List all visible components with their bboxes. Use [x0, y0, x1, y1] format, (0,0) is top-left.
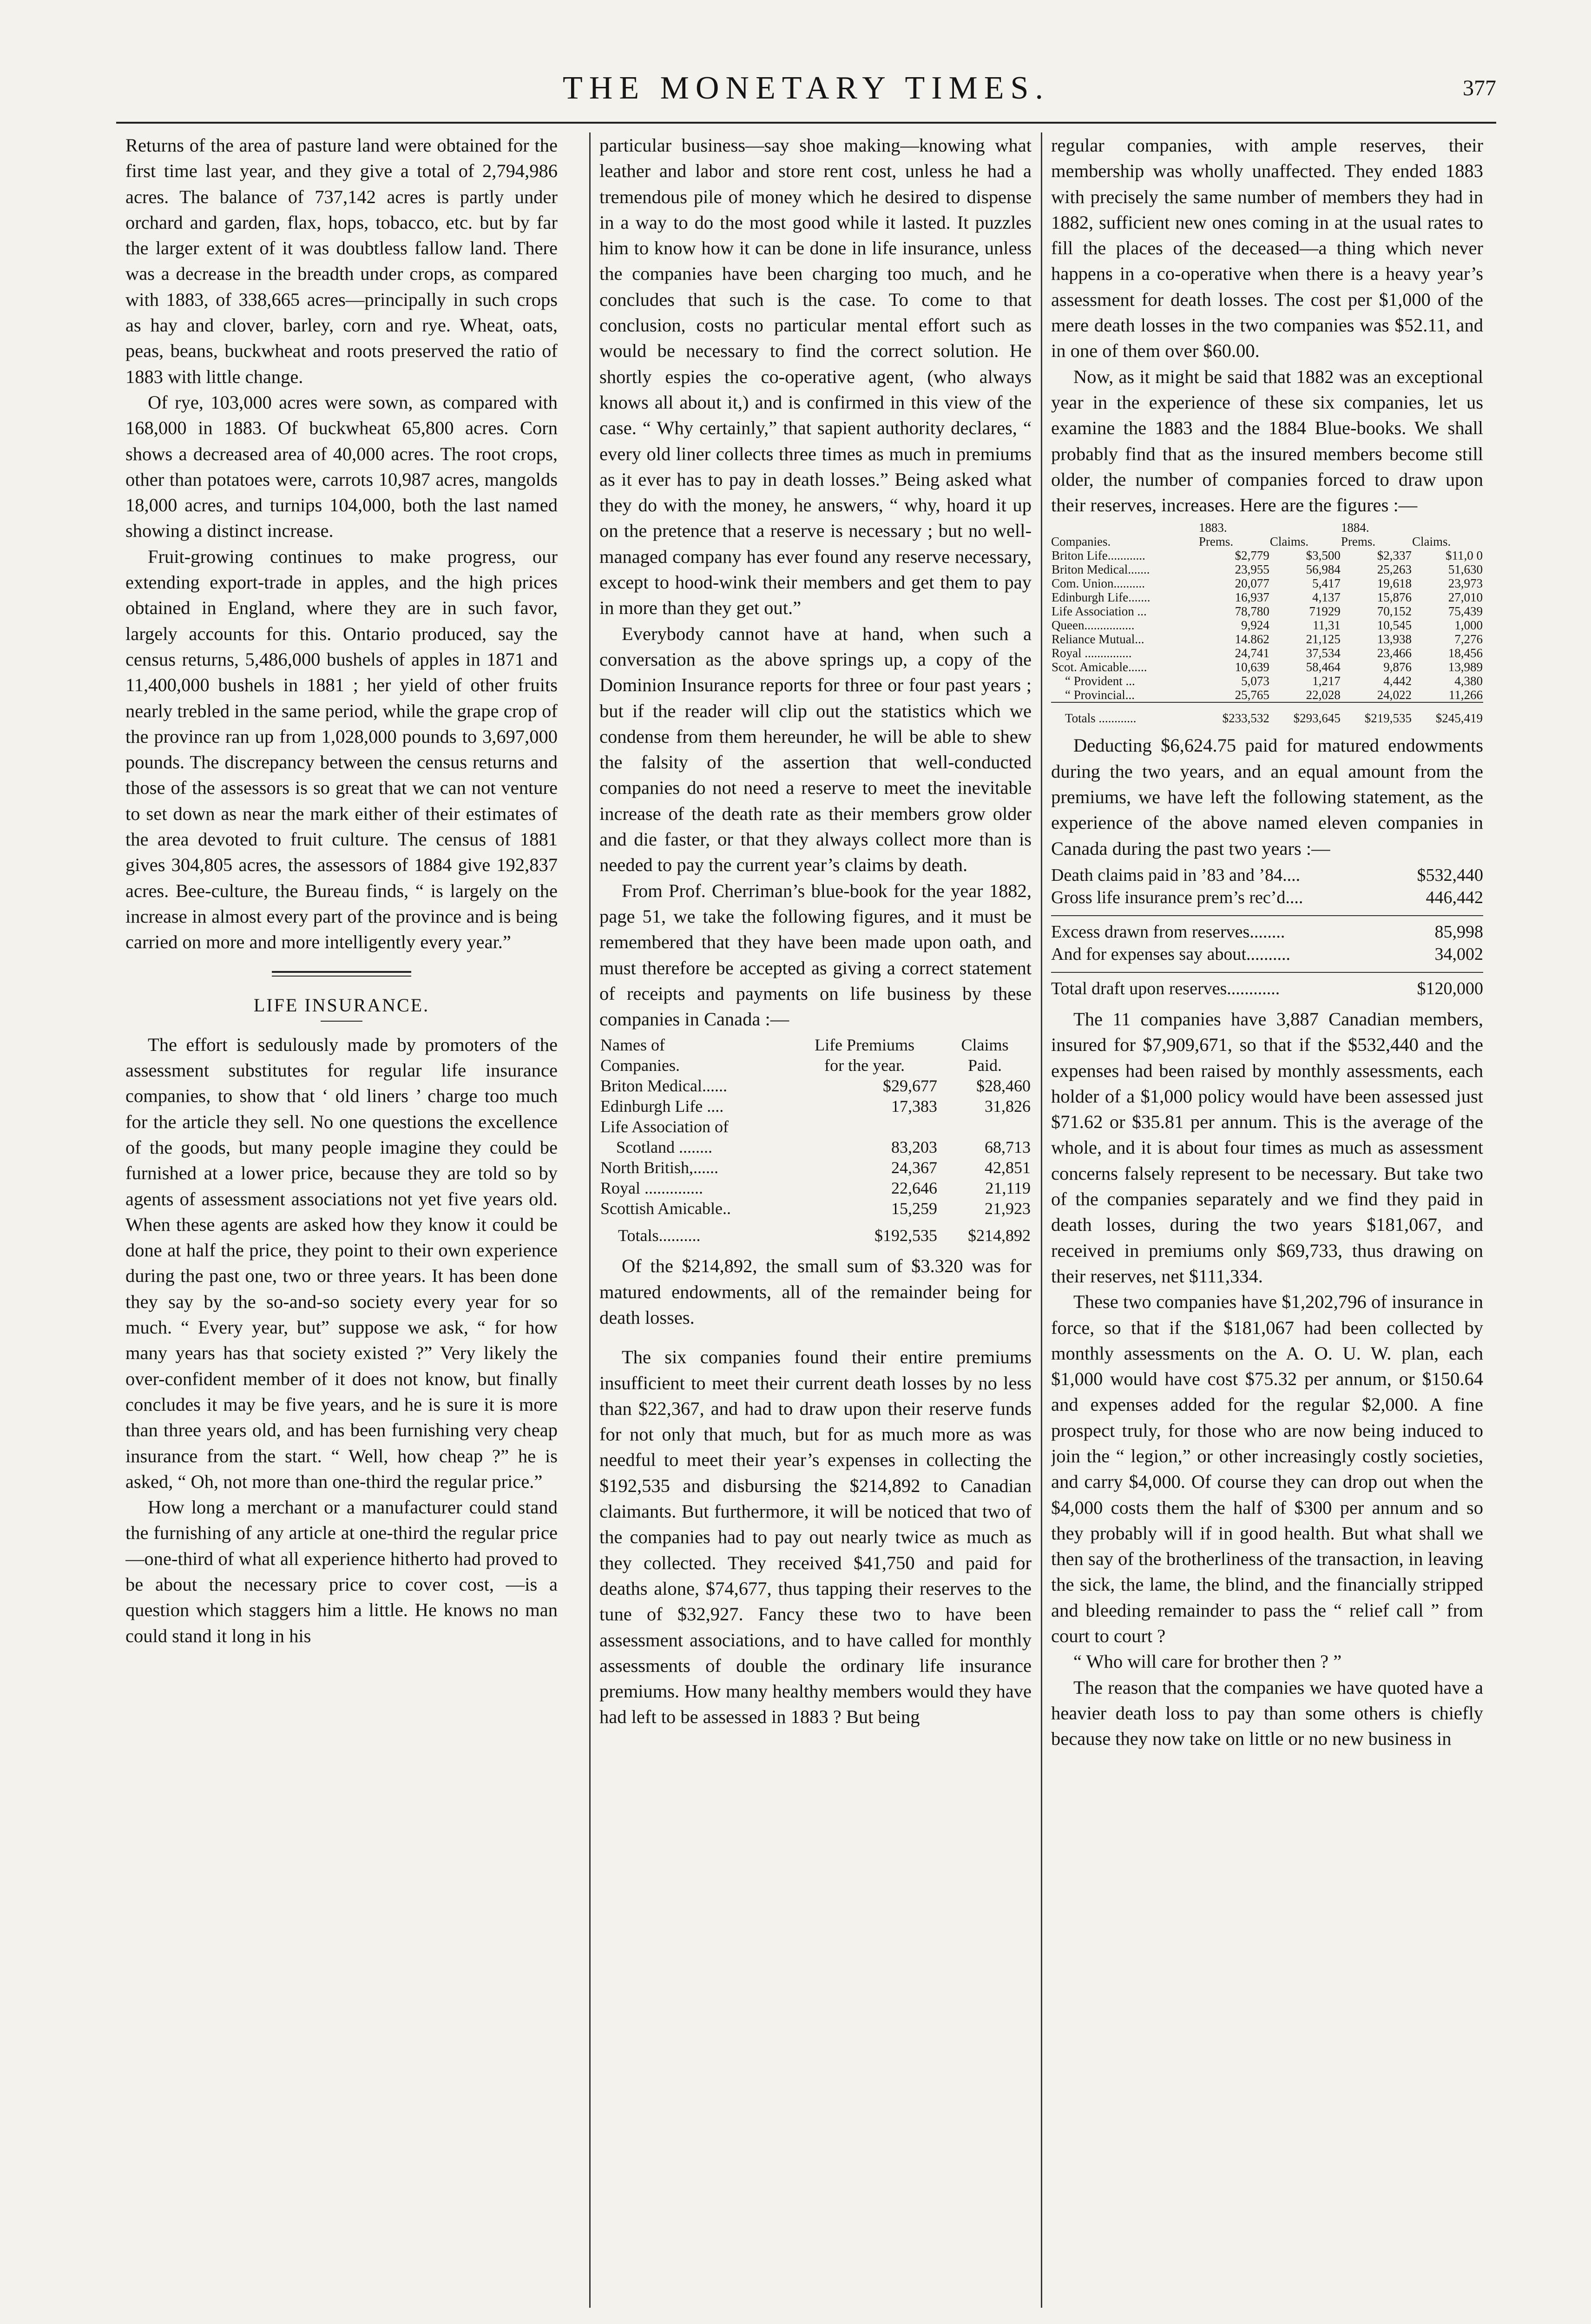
- table-row: [599, 1178, 1032, 1198]
- paragraph: Returns of the area of pasture land were obtained for the first time last year, and they give a total of 2,794,986 acres. The balance of 737,142 acres is partly under orchard and garden, flax, hops, tobacco, etc. but by far the larger extent of it was doubtless fallow land. There was a decrease in the breadth under crops, as compared with 1883, of 338,665 acres—principally in such crops as hay and clover, barley, corn and rye. Wheat, oats, peas, beans, buckwheat and roots preserved the ratio of 1883 with little change.: [125, 135, 558, 387]
- column-divider: [1041, 132, 1042, 2308]
- table-row: [599, 1076, 1032, 1096]
- table-header: for the year.: [824, 1056, 905, 1075]
- table-cell: $3,500: [1306, 548, 1341, 563]
- statement-label: Gross life insurance prem’s rec’d....: [1051, 887, 1303, 907]
- table-cell: 51,630: [1448, 562, 1483, 577]
- table-cell: 75,439: [1448, 604, 1483, 619]
- table-cell: Life Association of: [600, 1117, 729, 1136]
- table-cell: 4,137: [1312, 590, 1341, 605]
- table-cell: 68,713: [985, 1138, 1031, 1157]
- table-cell: 19,618: [1377, 576, 1412, 591]
- column-2: [599, 132, 1032, 2308]
- table-row: [1051, 618, 1483, 632]
- table-cell: 20,077: [1235, 576, 1269, 591]
- table-cell: North British,......: [600, 1158, 719, 1177]
- statement-label: Total draft upon reserves............: [1051, 978, 1280, 998]
- table-cell: 5,417: [1312, 576, 1341, 591]
- table-cell: 5,073: [1241, 674, 1269, 688]
- paragraph: The six companies found their entire premiums insufficient to meet their current death losses by no less than $22,367, and had to draw upon their reserve funds for not only that much, but for as much more as was needful to meet their year’s expenses in collecting the $192,535 and disbursing the $214,892 to Canadian claimants. But furthermore, it will be noticed that two of the companies had to pay out nearly twice as much as they collected. They received $41,750 and paid for deaths alone, $74,677, thus tapping their reserves to the tune of $32,927. Fancy these two to have been assessment associations, and to have called for monthly assessments of double the ordinary life insurance premiums. How many healthy members would they have had left to be assessed in 1883 ? But being: [599, 1347, 1032, 1728]
- table-cell: Royal ..............: [600, 1179, 703, 1198]
- table-cell: 17,383: [891, 1097, 937, 1116]
- statement-value: $120,000: [1417, 978, 1483, 998]
- table-cell: 22,028: [1306, 688, 1341, 702]
- statement-value: $532,440: [1417, 865, 1483, 885]
- table-cell: 22,646: [891, 1179, 937, 1198]
- table-row: [1051, 562, 1483, 576]
- table-cell: 21,119: [985, 1179, 1031, 1198]
- paragraph: regular companies, with ample reserves, their membership was wholly unaffected. They ended 1883 with precisely the same number of members they had in 1882, sufficient new ones coming in at the usual rates to fill the places of the deceased—a thing which never happens in a co-operative when there is a heavy year’s assessment for death losses. The cost per $1,000 of the mere death losses in the two companies was $52.11, and in one of them over $60.00.: [1051, 135, 1483, 362]
- table-cell: Briton Life............: [1052, 548, 1145, 563]
- table-cell: 24,022: [1377, 688, 1412, 702]
- table-cell: 24,367: [891, 1158, 937, 1177]
- table-cell: 4,442: [1383, 674, 1412, 688]
- table-cell: $245,419: [1412, 702, 1483, 725]
- table-cell: Royal ...............: [1052, 646, 1132, 660]
- table-cell: 13,938: [1377, 632, 1412, 647]
- paragraph: How long a merchant or a manufacturer could stand the furnishing of any article at one-third the regular price—one-third of what all experience hitherto had proved to be about the necessary price to cover cost, —is a question which staggers him a little. He knows no man could stand it long in his: [125, 1497, 558, 1646]
- table-cell: 37,534: [1306, 646, 1341, 660]
- table-cell: Briton Medical.......: [1052, 562, 1150, 577]
- table-row: [599, 1198, 1032, 1219]
- table-cell: 1,000: [1454, 618, 1483, 633]
- table-cell: $2,337: [1377, 548, 1412, 563]
- paragraph: The reason that the companies we have quoted have a heavier death loss to pay than some others is chiefly because they now take on little or no new business in: [1051, 1677, 1483, 1750]
- paragraph: Everybody cannot have at hand, when such a conversation as the above springs up, a copy of the Dominion Insurance reports for three or four past years ; but if the reader will clip out the statistics which we condense from them hereunder, he will be able to shew the falsity of the assertion that well-conducted companies do not need a reserve to meet the inevitable increase of the death rate as their members grow older and die faster, or that they always collect more than is needed to pay the current year’s claims by death.: [599, 623, 1032, 876]
- table-cell: 27,010: [1448, 590, 1483, 605]
- page-number: 377: [1463, 76, 1496, 100]
- table-cell: 9,924: [1241, 618, 1269, 633]
- table-row: [1051, 688, 1483, 702]
- table-row: [1051, 548, 1483, 562]
- table-cell: $2,779: [1235, 548, 1269, 563]
- total-label: Totals..........: [618, 1226, 701, 1245]
- table-cell: 16,937: [1235, 590, 1269, 605]
- header-rule: [116, 122, 1496, 124]
- table-cell: $293,645: [1270, 702, 1341, 725]
- total-premiums: $192,535: [874, 1226, 937, 1245]
- table-cell: 11,31: [1313, 618, 1341, 633]
- table-cell: “ Provident ...: [1065, 674, 1135, 688]
- table-total-row: [599, 1219, 1032, 1246]
- table-cell: 23,973: [1448, 576, 1483, 591]
- statement-value: 446,442: [1426, 887, 1483, 907]
- table-row: [1051, 674, 1483, 688]
- table-cell: 18,456: [1448, 646, 1483, 660]
- table-row: [599, 1096, 1032, 1116]
- table-cell: 11,266: [1448, 688, 1483, 702]
- paragraph: Of rye, 103,000 acres were sown, as compared with 168,000 in 1883. Of buckwheat 65,800 acres. Corn shows a decreased area of 40,000 acres. The root crops, other than potatoes were, carrots 10,987 acres, mangolds 18,000 acres, and turnips 104,000, both the last named showing a distinct increase.: [125, 391, 558, 541]
- page-header: [116, 70, 1496, 116]
- section-heading: LIFE INSURANCE.: [253, 994, 430, 1016]
- table-cell: Briton Medical......: [600, 1076, 727, 1096]
- table-cell: 7,276: [1454, 632, 1483, 647]
- table-cell: [791, 1116, 938, 1137]
- statement-value: 85,998: [1434, 922, 1483, 942]
- heading-rule: [321, 1021, 362, 1022]
- table-cell: 21,125: [1306, 632, 1341, 647]
- paragraph: Of the $214,892, the small sum of $3.320 was for matured endowments, all of the remainder being for death losses.: [599, 1255, 1032, 1328]
- table-cell: Queen................: [1052, 618, 1135, 633]
- table-cell: Edinburgh Life ....: [600, 1097, 724, 1116]
- blue-book-table: [1051, 521, 1483, 725]
- table-cell: 1,217: [1312, 674, 1341, 688]
- table-cell: 10,639: [1235, 660, 1269, 674]
- paragraph: From Prof. Cherriman’s blue-book for the year 1882, page 51, we take the following figures, and it must be remembered that they have been made upon oath, and must therefore be accepted as giving a correct statement of receipts and payments on life business by these companies in Canada :—: [599, 880, 1032, 1030]
- table-row: [599, 1116, 1032, 1137]
- table-cell: $28,460: [976, 1076, 1031, 1096]
- table-cell: 9,876: [1383, 660, 1412, 674]
- statement: [1051, 864, 1483, 1000]
- table-header: Prems.: [1198, 535, 1234, 549]
- table-cell: 4,380: [1454, 674, 1483, 688]
- column-3: [1051, 132, 1483, 2308]
- table-cell: 31,826: [985, 1097, 1031, 1116]
- paragraph: The effort is sedulously made by promoters of the assessment substitutes for regular life insurance companies, to show that ‘ old liners ’ charge too much for the article they sell. No one questions the excellence of the goods, but many people imagine they could be furnished at a lower price, because they are told so by agents of assessment associations not yet five years old. When these agents are asked how they know it could be done at half the price, they point to their own experience during the past one, two or three years. It has been done they say by the so-and-so society every year for so much. “ Every year, but” suppose we ask, “ for how many years has that society existed ?” Very likely the over-confident member of it does not know, but finally concludes it may be five years, and he is sure it is more than three years old, and has been furnishing very cheap insurance from the start. “ Well, how cheap ?” he is asked, “ Oh, not more than one-third the regular price.”: [125, 1034, 558, 1492]
- table-cell: “ Provincial...: [1065, 688, 1135, 702]
- table-cell: 15,876: [1377, 590, 1412, 605]
- total-claims: $214,892: [968, 1226, 1031, 1245]
- table-cell: $11,0 0: [1446, 548, 1483, 563]
- paragraph: These two companies have $1,202,796 of insurance in force, so that if the $181,067 had been collected by monthly assessments on the A. O. U. W. plan, each $1,000 would have cost $75.32 per annum, or $150.64 and expenses added for the regular $2,000. A fine prospect truly, for those who are now being induced to join the “ legion,” or other increasingly costly societies, and carry $4,000. Of course they can drop out when the $4,000 costs them the half of $300 per annum and so they probably will if in good health. But what shall we then say of the brotherliness of the transaction, in leaving the sick, the lame, the blind, and the financially stripped and bleeding remainder to pass the “ relief call ” from court to court ?: [1051, 1291, 1483, 1647]
- table-header: Prems.: [1341, 535, 1376, 549]
- table-cell: 10,545: [1377, 618, 1412, 633]
- table-cell: $233,532: [1199, 702, 1270, 725]
- table-row: [1051, 632, 1483, 646]
- table-cell: 25,765: [1235, 688, 1269, 702]
- table-cell: 24,741: [1235, 646, 1269, 660]
- table-row: [1051, 590, 1483, 604]
- table-cell: 21,923: [985, 1199, 1031, 1218]
- paragraph: The 11 companies have 3,887 Canadian members, insured for $7,909,671, so that if the $532,440 and the expenses had been raised by monthly assessments, each holder of a $1,000 policy would have been assessed just $71.62 or $35.81 per annum. This is the average of the whole, and it is about four times as much as assessment concerns falsely represent to be necessary. But take two of the companies separately and we find they paid in death losses, during the two years $181,067, and received in premiums only $69,733, thus drawing on their reserves, net $111,334.: [1051, 1008, 1483, 1287]
- year-header: 1884.: [1341, 521, 1369, 535]
- table-header: Companies.: [1051, 535, 1111, 549]
- table-header: Claims: [961, 1036, 1009, 1055]
- paragraph: Now, as it might be said that 1882 was an exceptional year in the experience of these six companies, let us examine the 1883 and the 1884 Blue-books. We shall probably find that as the insured members become still older, the number of companies forced to draw upon their reserves, increases. Here are the figures :—: [1051, 366, 1483, 516]
- table-header: Claims.: [1412, 535, 1451, 549]
- column-divider: [589, 132, 591, 2308]
- premiums-claims-table: [599, 1035, 1032, 1246]
- year-header: 1883.: [1198, 521, 1227, 535]
- table-header: Claims.: [1269, 535, 1309, 549]
- table-cell: Scotland ........: [616, 1138, 712, 1157]
- table-cell: 83,203: [891, 1138, 937, 1157]
- paragraph: Fruit-growing continues to make progress, our extending export-trade in apples, and the high prices obtained in England, where they are in such favor, largely accounts for this. Ontario produced, say the census returns, 5,486,000 bushels of apples in 1871 and 11,400,000 bushels in 1881 ; her yield of other fruits nearly trebled in the same period, while the grape crop of the province ran up from 1,028,000 pounds to 3,697,000 pounds. The discrepancy between the census returns and those of the assessors is so great that we can not venture to set down as near the mark either of their estimates of the area devoted to fruit culture. The census of 1881 gives 304,805 acres, the assessors of 1884 give 192,837 acres. Bee-culture, the Bureau finds, “ is largely on the increase in almost every part of the province and is being carried on more and more intelligently every year.”: [125, 546, 558, 953]
- table-row: [1051, 646, 1483, 660]
- table-header: Companies.: [600, 1056, 680, 1075]
- statement-label: And for expenses say about..........: [1051, 944, 1291, 964]
- column-1: [125, 132, 558, 2308]
- table-cell: Scot. Amicable......: [1052, 660, 1147, 674]
- table-cell: Com. Union..........: [1052, 576, 1145, 591]
- table-cell: 70,152: [1377, 604, 1412, 619]
- paragraph: particular business—say shoe making—knowing what leather and labor and store rent cost, unless he had a tremendous pile of money which he desired to dispense in a way to do the most good while it lasted. It puzzles him to know how it can be done in life insurance, unless the companies have been charging too much, and he concludes that such is the case. To come to that conclusion, costs no particular mental effort such as would be necessary to find the correct solution. He shortly espies the co-operative agent, (who always knows all about it,) and is confirmed in this view of the case. “ Why certainly,” that sapient authority declares, “ every old liner collects three times as much in premiums as it ever has to pay in death losses.” Being asked what they do with the money, he answers, “ why, hoard it up on the pretence that a reserve is necessary ; but no well-managed company has ever found any reserve necessary, except to hood-wink their members and get them to pay in more than they get out.”: [599, 135, 1032, 619]
- statement-value: 34,002: [1434, 944, 1483, 964]
- table-row: [599, 1157, 1032, 1178]
- table-cell: Reliance Mutual...: [1052, 632, 1144, 647]
- table-total-row: [1051, 702, 1483, 725]
- table-cell: 56,984: [1306, 562, 1341, 577]
- statement-label: Death claims paid in ’83 and ’84....: [1051, 865, 1301, 885]
- quote-line: “ Who will care for brother then ? ”: [1073, 1651, 1342, 1672]
- table-header: Names of: [600, 1036, 665, 1055]
- table-cell: 25,263: [1377, 562, 1412, 577]
- table-cell: Edinburgh Life.......: [1052, 590, 1151, 605]
- table-cell: $29,677: [882, 1076, 937, 1096]
- table-cell: Life Association ...: [1052, 604, 1147, 619]
- table-cell: 78,780: [1235, 604, 1269, 619]
- table-row: [1051, 576, 1483, 590]
- table-row: [599, 1137, 1032, 1157]
- table-cell: 58,464: [1306, 660, 1341, 674]
- statement-label: Excess drawn from reserves........: [1051, 922, 1285, 942]
- table-cell: [938, 1116, 1032, 1137]
- paragraph: Deducting $6,624.75 paid for matured endowments during the two years, and an equal amount from the premiums, we have left the following statement, as the experience of the above named eleven companies in Canada during the past two years :—: [1051, 735, 1483, 859]
- total-label: Totals ............: [1051, 702, 1199, 725]
- table-cell: 71929: [1309, 604, 1341, 619]
- table-cell: 23,466: [1377, 646, 1412, 660]
- table-cell: $219,535: [1341, 702, 1412, 725]
- table-header: Paid.: [967, 1056, 1002, 1075]
- table-header: Life Premiums: [815, 1036, 915, 1055]
- table-cell: 15,259: [891, 1199, 937, 1218]
- section-rule: [272, 971, 411, 977]
- table-cell: Scottish Amicable..: [600, 1199, 731, 1218]
- table-cell: 14.862: [1235, 632, 1269, 647]
- masthead: THE MONETARY TIMES.: [563, 70, 1050, 106]
- table-row: [1051, 604, 1483, 618]
- table-cell: 23,955: [1235, 562, 1269, 577]
- table-cell: 13,989: [1448, 660, 1483, 674]
- table-cell: 42,851: [985, 1158, 1031, 1177]
- table-row: [1051, 660, 1483, 674]
